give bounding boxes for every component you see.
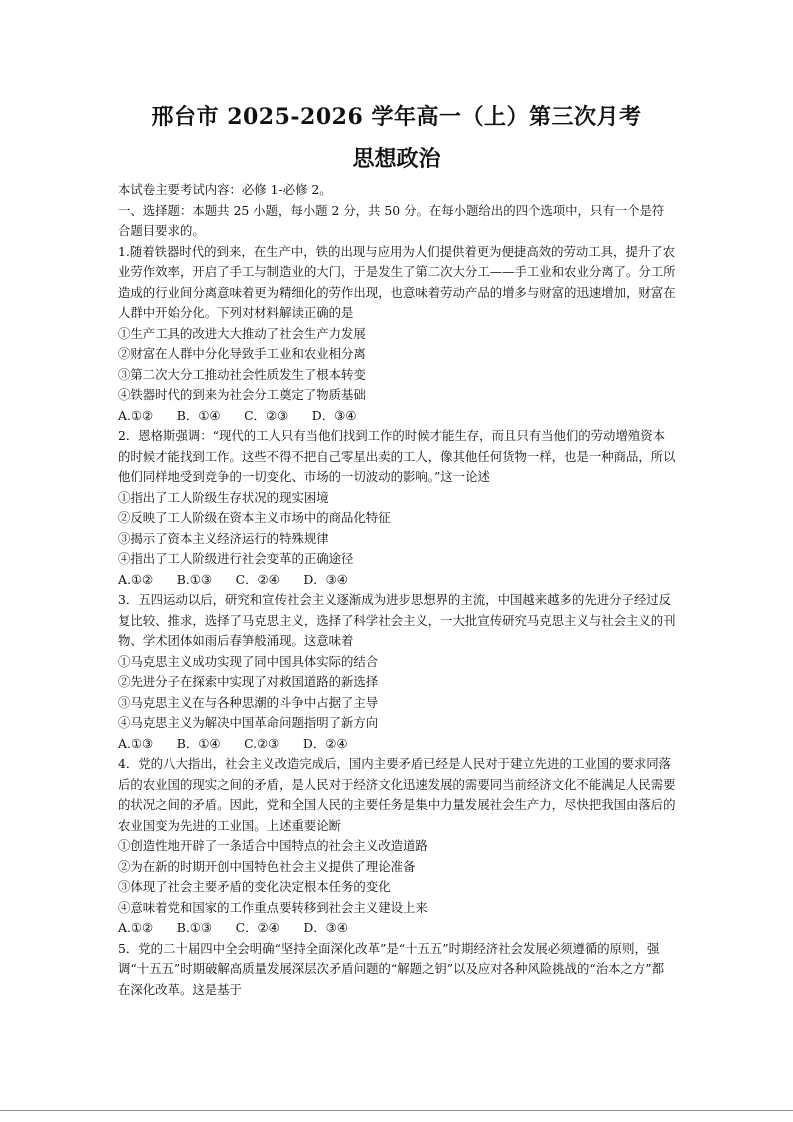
question-4-item: ①创造性地开辟了一条适合中国特点的社会主义改造道路	[118, 838, 428, 853]
question-1-item: ③第二次大分工推动社会性质发生了根本转变	[118, 366, 366, 382]
question-5-stem: 5．党的二十届四中全会明确“坚持全面深化改革”是“十五五”时期经济社会发展必须遵循的原则，强调“十五五”时期破解高质量发展深层次矛盾问题的“解题之钥”以及应对各种风险挑战的“治本之方”都在深化改革。这是基于	[118, 940, 665, 997]
question-3-stem: 3．五四运动以后，研究和宣传社会主义逐渐成为进步思想界的主流，中国越来越多的先进分子经过反复比较、推求，选择了马克思主义，选择了科学社会主义，一大批宣传研究马克思主义与社会主义的刊物、学术团体如雨后春笋般涌现。这意味着	[118, 592, 676, 648]
question-2-item: ②反映了工人阶级在资本主义市场中的商品化特征	[118, 510, 391, 525]
scope-line: 本试卷主要考试内容：必修 1-必修 2。	[118, 182, 332, 197]
question-4-options: A.①② B.①③ C．②④ D．③④	[118, 920, 348, 935]
question-3-options: A.①③ B．①④ C.②③ D．②④	[118, 735, 348, 751]
subject-title: 思想政治	[352, 146, 441, 172]
exam-body	[118, 180, 676, 1000]
question-3-item: ④马克思主义为解决中国革命问题指明了新方向	[118, 715, 379, 730]
question-4-stem: 4．党的八大指出，社会主义改造完成后，国内主要矛盾已经是人民对于建立先进的工业国的要求同落后的农业国的现实之间的矛盾，是人民对于经济文化迅速发展的需要同当前经济文化不能满足人民需要的状况之间的矛盾。因此，党和全国人民的主要任务是集中力量发展社会生产力，尽快把我国由落后的农业国变为先进的工业国。上述重要论断	[118, 756, 676, 833]
question-4-item: ④意味着党和国家的工作重点要转移到社会主义建设上来	[118, 899, 428, 915]
question-4-item: ②为在新的时期开创中国特色社会主义提供了理论准备	[118, 858, 416, 874]
question-1-stem: 1.随着铁器时代的到来，在生产中，铁的出现与应用为人们提供着更为便捷高效的劳动工具，提升了农业劳作效率，开启了手工与制造业的大门，于是发生了第二次大分工——手工业和农业分离了。分工所造成的行业间分离意味着更为精细化的劳作出现，也意味着劳动产品的增多与财富的迅速增加，财富在人群中开始分化。下列对材料解读正确的是	[118, 243, 676, 320]
question-3-item: ②先进分子在探索中实现了对救国道路的新选择	[118, 674, 379, 689]
question-2-item: ④指出了工人阶级进行社会变革的正确途径	[118, 551, 354, 566]
section-instructions: 一、选择题：本题共 25 小题，每小题 2 分，共 50 分。在每小题给出的四个选项中，只有一个是符合题目要求的。	[118, 202, 665, 238]
question-2-item: ①指出了工人阶级生存状况的现实困境	[118, 489, 329, 505]
question-2-options: A.①② B.①③ C．②④ D．③④	[118, 571, 348, 587]
question-1-item: ②财富在人群中分化导致手工业和农业相分离	[118, 346, 366, 361]
bottom-divider	[0, 1110, 793, 1111]
question-3-item: ③马克思主义在与各种思潮的斗争中占据了主导	[118, 694, 379, 710]
question-1-item: ④铁器时代的到来为社会分工奠定了物质基础	[118, 387, 366, 402]
question-3-item: ①马克思主义成功实现了同中国具体实际的结合	[118, 653, 379, 669]
question-2-item: ③揭示了资本主义经济运行的特殊规律	[118, 530, 329, 546]
question-1-options: A.①② B．①④ C．②③ D．③④	[118, 407, 357, 423]
question-2-stem: 2．恩格斯强调：“现代的工人只有当他们找到工作的时候才能生存，而且只有当他们的劳动增殖资本的时候才能找到工作。这些不得不把自己零星出卖的工人，像其他任何货物一样，也是一种商品，所以他们同样地受到竞争的一切变化、市场的一切波动的影响。”这一论述	[118, 428, 676, 484]
exam-title: 邢台市 2025-2026 学年高一（上）第三次月考	[151, 104, 642, 130]
question-4-item: ③体现了社会主要矛盾的变化决定根本任务的变化	[118, 879, 391, 894]
question-1-item: ①生产工具的改进大大推动了社会生产力发展	[118, 325, 366, 341]
